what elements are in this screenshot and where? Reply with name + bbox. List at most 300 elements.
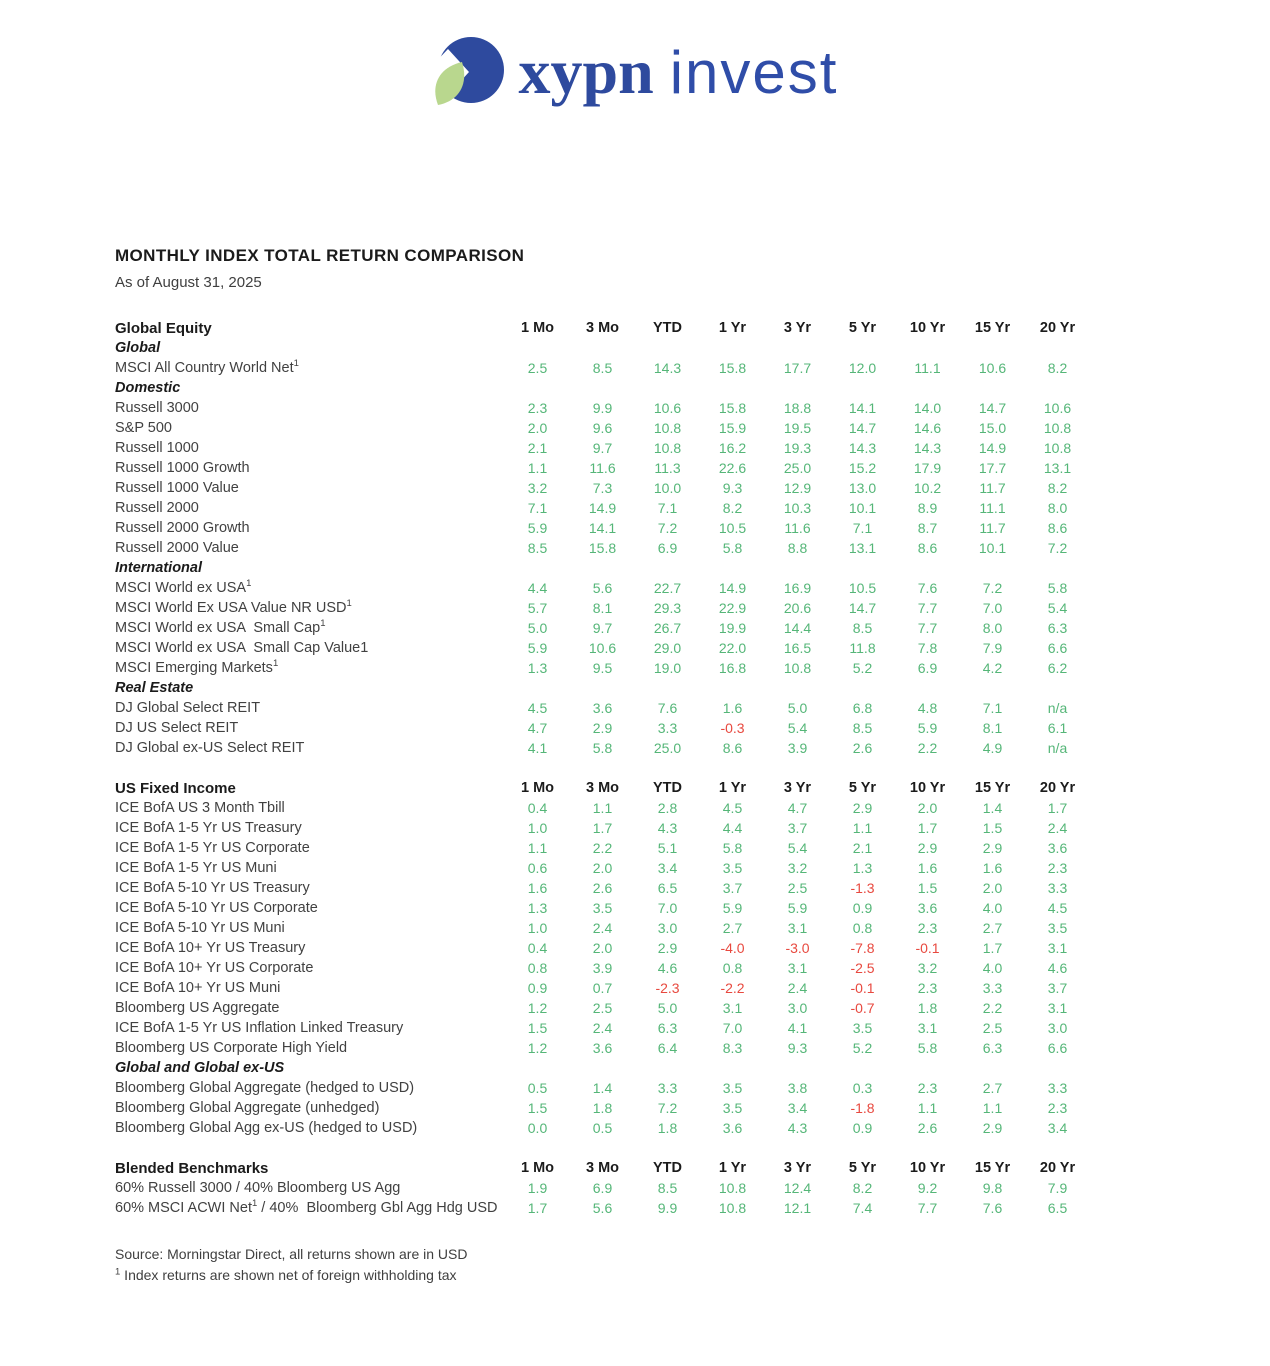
value-cell: 2.3	[1047, 860, 1068, 876]
value-cell: 14.9	[718, 580, 747, 596]
report-page	[115, 246, 1095, 1286]
value-cell: 0.9	[852, 1120, 873, 1136]
value-cell: 29.0	[653, 640, 682, 656]
value-cell: 4.9	[982, 740, 1003, 756]
value-cell: 14.9	[978, 440, 1007, 456]
row-label: MSCI World ex USA Small Cap$^1$	[115, 618, 326, 636]
value-cell: 5.0	[527, 620, 548, 636]
value-cell: 8.5	[657, 1180, 678, 1196]
table-row	[115, 1098, 1095, 1118]
value-cell: 2.7	[982, 920, 1003, 936]
row-label: Russell 2000 Value	[115, 540, 239, 556]
value-cell: 3.0	[1047, 1020, 1068, 1036]
value-cell: 9.9	[657, 1200, 678, 1216]
value-cell: 5.9	[527, 520, 548, 536]
value-cell: 1.1	[527, 840, 548, 856]
value-cell: 14.3	[848, 440, 877, 456]
value-cell: 7.4	[852, 1200, 873, 1216]
value-cell: 14.7	[848, 420, 877, 436]
row-label: ICE BofA 10+ Yr US Corporate	[115, 960, 314, 976]
column-header: YTD	[653, 320, 682, 336]
value-cell: -1.8	[850, 1100, 875, 1116]
value-cell: 1.2	[527, 1000, 548, 1016]
row-label: Bloomberg US Aggregate	[115, 1000, 280, 1016]
value-cell: 1.0	[527, 920, 548, 936]
value-cell: 5.4	[1047, 600, 1068, 616]
value-cell: 15.0	[978, 420, 1007, 436]
group-row	[115, 1058, 1095, 1078]
value-cell: 9.6	[592, 420, 613, 436]
value-cell: 4.2	[982, 660, 1003, 676]
column-header: 15 Yr	[974, 780, 1011, 796]
value-cell: 3.1	[917, 1020, 938, 1036]
value-cell: 2.1	[527, 440, 548, 456]
value-cell: 1.8	[917, 1000, 938, 1016]
value-cell: 5.8	[722, 840, 743, 856]
value-cell: 8.9	[917, 500, 938, 516]
value-cell: 5.1	[657, 840, 678, 856]
value-cell: 9.2	[917, 1180, 938, 1196]
value-cell: 1.5	[982, 820, 1003, 836]
table-row	[115, 878, 1095, 898]
value-cell: 2.8	[657, 800, 678, 816]
value-cell: 11.1	[979, 500, 1006, 516]
value-cell: 0.0	[527, 1120, 548, 1136]
column-header: 10 Yr	[909, 320, 946, 336]
value-cell: 5.9	[527, 640, 548, 656]
value-cell: 2.3	[917, 980, 938, 996]
value-cell: 16.9	[783, 580, 812, 596]
row-label: ICE BofA 5-10 Yr US Treasury	[115, 880, 310, 896]
value-cell: 3.5	[722, 1080, 743, 1096]
value-cell: 6.4	[657, 1040, 678, 1056]
value-cell: -0.1	[850, 980, 875, 996]
value-cell: 7.2	[982, 580, 1003, 596]
value-cell: 4.1	[787, 1020, 808, 1036]
value-cell: 14.4	[783, 620, 812, 636]
table-section	[115, 1158, 1095, 1218]
table-section	[115, 778, 1095, 1138]
table-section	[115, 318, 1095, 758]
value-cell: 10.0	[653, 480, 682, 496]
row-label-superscript: 1	[251, 1198, 258, 1210]
value-cell: -3.0	[785, 940, 810, 956]
section-header-row	[115, 778, 1095, 798]
value-cell: 5.8	[917, 1040, 938, 1056]
value-cell: 10.8	[653, 440, 682, 456]
value-cell: 7.2	[1047, 540, 1068, 556]
value-cell: 0.5	[527, 1080, 548, 1096]
row-label: ICE BofA 1-5 Yr US Inflation Linked Treasury	[115, 1020, 404, 1036]
table-row	[115, 538, 1095, 558]
value-cell: 4.7	[527, 720, 548, 736]
section-title: US Fixed Income	[115, 779, 236, 797]
xypn-leaf-circle-icon	[432, 35, 506, 109]
value-cell: 3.6	[592, 700, 613, 716]
value-cell: 5.9	[787, 900, 808, 916]
table-row	[115, 858, 1095, 878]
value-cell: 6.1	[1047, 720, 1068, 736]
column-header: 5 Yr	[848, 320, 877, 336]
value-cell: 2.3	[527, 400, 548, 416]
value-cell: 5.9	[722, 900, 743, 916]
source-note: Source: Morningstar Direct, all returns shown are in USD	[115, 1246, 468, 1262]
value-cell: 3.2	[527, 480, 548, 496]
value-cell: 2.9	[982, 840, 1003, 856]
value-cell: 14.1	[588, 520, 617, 536]
value-cell: 2.6	[917, 1120, 938, 1136]
value-cell: 3.5	[722, 860, 743, 876]
value-cell: 5.9	[917, 720, 938, 736]
value-cell: 2.5	[982, 1020, 1003, 1036]
value-cell: 10.3	[783, 500, 812, 516]
value-cell: 7.8	[917, 640, 938, 656]
value-cell: 14.7	[848, 600, 877, 616]
value-cell: 7.2	[657, 520, 678, 536]
value-cell: 18.8	[783, 400, 812, 416]
value-cell: 1.7	[527, 1200, 548, 1216]
row-label-superscript: 1	[246, 578, 252, 590]
value-cell: 4.0	[982, 960, 1003, 976]
value-cell: 10.5	[718, 520, 747, 536]
value-cell: 9.9	[592, 400, 613, 416]
value-cell: 4.6	[1047, 960, 1068, 976]
value-cell: 11.8	[849, 640, 876, 656]
table-row	[115, 638, 1095, 658]
value-cell: 10.5	[848, 580, 877, 596]
value-cell: 3.0	[787, 1000, 808, 1016]
value-cell: 3.7	[787, 820, 808, 836]
value-cell: 22.7	[653, 580, 682, 596]
value-cell: 8.0	[982, 620, 1003, 636]
column-header: 15 Yr	[974, 1160, 1011, 1176]
value-cell: 5.8	[1047, 580, 1068, 596]
table-row	[115, 898, 1095, 918]
row-label: MSCI All Country World Net$^1$	[115, 358, 299, 376]
value-cell: 8.5	[852, 620, 873, 636]
value-cell: 2.5	[592, 1000, 613, 1016]
value-cell: 5.6	[592, 580, 613, 596]
section-header-row	[115, 1158, 1095, 1178]
value-cell: 3.1	[787, 960, 808, 976]
row-label-superscript: 1	[293, 358, 299, 370]
value-cell: 1.4	[982, 800, 1003, 816]
value-cell: 3.5	[852, 1020, 873, 1036]
group-row	[115, 338, 1095, 358]
value-cell: 0.3	[852, 1080, 873, 1096]
table-row	[115, 738, 1095, 758]
value-cell: 4.6	[657, 960, 678, 976]
value-cell: 3.3	[982, 980, 1003, 996]
row-label: ICE BofA 1-5 Yr US Treasury	[115, 820, 302, 836]
returns-table	[115, 318, 1095, 1218]
column-header: 3 Yr	[783, 1160, 812, 1176]
row-label: ICE BofA 5-10 Yr US Muni	[115, 920, 285, 936]
value-cell: 11.7	[979, 520, 1006, 536]
row-label: DJ Global Select REIT	[115, 700, 261, 716]
value-cell: 22.0	[718, 640, 747, 656]
value-cell: 1.3	[527, 900, 548, 916]
row-label: Russell 2000 Growth	[115, 520, 250, 536]
table-row	[115, 938, 1095, 958]
value-cell: 3.5	[1047, 920, 1068, 936]
value-cell: 3.1	[787, 920, 808, 936]
value-cell: 13.1	[848, 540, 877, 556]
value-cell: 7.6	[982, 1200, 1003, 1216]
row-label: ICE BofA 10+ Yr US Muni	[115, 980, 281, 996]
value-cell: 11.6	[589, 460, 616, 476]
value-cell: 10.6	[978, 360, 1007, 376]
value-cell: 3.3	[1047, 1080, 1068, 1096]
value-cell: 0.8	[852, 920, 873, 936]
value-cell: 15.8	[588, 540, 617, 556]
value-cell: 17.7	[783, 360, 812, 376]
value-cell: 10.8	[1043, 420, 1072, 436]
value-cell: 8.5	[852, 720, 873, 736]
value-cell: 6.2	[1047, 660, 1068, 676]
value-cell: 26.7	[653, 620, 682, 636]
value-cell: 0.6	[527, 860, 548, 876]
value-cell: 1.5	[527, 1100, 548, 1116]
value-cell: 3.7	[1047, 980, 1068, 996]
table-row	[115, 658, 1095, 678]
column-header: 15 Yr	[974, 320, 1011, 336]
value-cell: 25.0	[783, 460, 812, 476]
value-cell: 7.0	[722, 1020, 743, 1036]
table-row	[115, 418, 1095, 438]
value-cell: 4.3	[657, 820, 678, 836]
column-header: 3 Yr	[783, 780, 812, 796]
value-cell: 8.1	[592, 600, 613, 616]
value-cell: 1.2	[527, 1040, 548, 1056]
value-cell: 1.1	[592, 800, 613, 816]
value-cell: 1.7	[982, 940, 1003, 956]
value-cell: 1.6	[527, 880, 548, 896]
value-cell: 3.2	[917, 960, 938, 976]
value-cell: 2.0	[592, 860, 613, 876]
value-cell: 1.3	[852, 860, 873, 876]
value-cell: 22.9	[718, 600, 747, 616]
value-cell: -0.7	[850, 1000, 875, 1016]
value-cell: 3.4	[787, 1100, 808, 1116]
value-cell: 6.3	[1047, 620, 1068, 636]
value-cell: 2.7	[722, 920, 743, 936]
value-cell: 2.9	[657, 940, 678, 956]
value-cell: 14.3	[913, 440, 942, 456]
value-cell: 2.3	[1047, 1100, 1068, 1116]
value-cell: 9.8	[982, 1180, 1003, 1196]
value-cell: 8.0	[1047, 500, 1068, 516]
value-cell: 4.8	[917, 700, 938, 716]
table-row	[115, 578, 1095, 598]
value-cell: 10.8	[653, 420, 682, 436]
value-cell: 3.5	[722, 1100, 743, 1116]
value-cell: 7.6	[917, 580, 938, 596]
value-cell: 20.6	[783, 600, 812, 616]
value-cell: 16.8	[718, 660, 747, 676]
value-cell: 8.2	[852, 1180, 873, 1196]
value-cell: 17.7	[978, 460, 1007, 476]
value-cell: 12.1	[783, 1200, 812, 1216]
table-row	[115, 478, 1095, 498]
table-row	[115, 518, 1095, 538]
row-label: ICE BofA 10+ Yr US Treasury	[115, 940, 306, 956]
value-cell: -4.0	[720, 940, 745, 956]
value-cell: 4.5	[527, 700, 548, 716]
column-header: 5 Yr	[848, 1160, 877, 1176]
value-cell: 11.6	[784, 520, 811, 536]
value-cell: 3.1	[1047, 1000, 1068, 1016]
value-cell: 2.9	[982, 1120, 1003, 1136]
value-cell: 14.0	[913, 400, 942, 416]
value-cell: 6.8	[852, 700, 873, 716]
table-row	[115, 398, 1095, 418]
value-cell: 4.5	[722, 800, 743, 816]
column-header: 3 Yr	[783, 320, 812, 336]
value-cell: 6.5	[1047, 1200, 1068, 1216]
value-cell: 2.0	[982, 880, 1003, 896]
table-row	[115, 978, 1095, 998]
value-cell: 1.7	[917, 820, 938, 836]
value-cell: 2.3	[917, 920, 938, 936]
value-cell: 7.1	[982, 700, 1003, 716]
table-row	[115, 358, 1095, 378]
footnote-superscript: 1	[115, 1266, 121, 1278]
value-cell: 12.4	[783, 1180, 812, 1196]
value-cell: 14.7	[978, 400, 1007, 416]
value-cell: 6.6	[1047, 640, 1068, 656]
column-header: 5 Yr	[848, 780, 877, 796]
group-label: International	[115, 560, 203, 576]
column-header: 1 Yr	[718, 1160, 747, 1176]
value-cell: 1.3	[527, 660, 548, 676]
value-cell: 29.3	[653, 600, 682, 616]
value-cell: -0.1	[915, 940, 940, 956]
value-cell: 2.9	[852, 800, 873, 816]
table-row	[115, 718, 1095, 738]
group-row	[115, 558, 1095, 578]
column-header: 3 Mo	[585, 1160, 620, 1176]
value-cell: 9.7	[592, 440, 613, 456]
row-label: ICE BofA 1-5 Yr US Muni	[115, 860, 277, 876]
value-cell: 8.2	[1047, 360, 1068, 376]
column-header: 1 Mo	[520, 780, 555, 796]
value-cell: 3.0	[657, 920, 678, 936]
logo-wordmark	[519, 35, 839, 109]
row-label: MSCI World ex USA Small Cap Value1	[115, 640, 369, 656]
value-cell: 6.3	[982, 1040, 1003, 1056]
value-cell: 1.9	[527, 1180, 548, 1196]
value-cell: 7.7	[917, 1200, 938, 1216]
column-header: 3 Mo	[585, 320, 620, 336]
value-cell: 9.5	[592, 660, 613, 676]
value-cell: 9.7	[592, 620, 613, 636]
value-cell: 0.7	[592, 980, 613, 996]
column-header: 1 Yr	[718, 780, 747, 796]
table-row	[115, 1078, 1095, 1098]
logo	[0, 0, 1270, 110]
value-cell: 3.5	[592, 900, 613, 916]
value-cell: 7.0	[657, 900, 678, 916]
value-cell: 10.8	[718, 1200, 747, 1216]
value-cell: 5.4	[787, 720, 808, 736]
value-cell: 2.4	[592, 1020, 613, 1036]
value-cell: 8.6	[917, 540, 938, 556]
value-cell: 15.8	[718, 400, 747, 416]
value-cell: 4.0	[982, 900, 1003, 916]
row-label-superscript: 1	[272, 658, 279, 670]
table-row	[115, 1198, 1095, 1218]
value-cell: 8.2	[1047, 480, 1068, 496]
value-cell: 6.5	[657, 880, 678, 896]
value-cell: n/a	[1047, 740, 1068, 756]
table-row	[115, 438, 1095, 458]
value-cell: 11.1	[914, 360, 941, 376]
table-row	[115, 618, 1095, 638]
value-cell: 12.0	[848, 360, 877, 376]
value-cell: 0.9	[852, 900, 873, 916]
value-cell: 3.8	[787, 1080, 808, 1096]
value-cell: 3.3	[1047, 880, 1068, 896]
value-cell: 1.6	[722, 700, 743, 716]
table-row	[115, 818, 1095, 838]
value-cell: 0.4	[527, 800, 548, 816]
value-cell: 3.3	[657, 720, 678, 736]
value-cell: 5.0	[787, 700, 808, 716]
value-cell: 15.2	[848, 460, 877, 476]
value-cell: 5.8	[592, 740, 613, 756]
value-cell: 1.5	[527, 1020, 548, 1036]
value-cell: 7.1	[527, 500, 548, 516]
value-cell: n/a	[1047, 700, 1068, 716]
value-cell: 10.6	[653, 400, 682, 416]
value-cell: 17.9	[913, 460, 942, 476]
section-title: Global Equity	[115, 319, 212, 337]
column-header: 20 Yr	[1039, 1160, 1076, 1176]
group-label: Domestic	[115, 380, 181, 396]
table-row	[115, 1018, 1095, 1038]
row-label: MSCI World Ex USA Value NR USD$^1$	[115, 598, 352, 616]
group-label: Real Estate	[115, 680, 194, 696]
row-label: Bloomberg US Corporate High Yield	[115, 1040, 348, 1056]
logo-brand-bold: xypn	[518, 36, 654, 107]
row-label: S&P 500	[115, 420, 172, 436]
value-cell: 7.7	[917, 620, 938, 636]
column-header: YTD	[653, 1160, 682, 1176]
value-cell: 1.0	[527, 820, 548, 836]
column-header: 1 Mo	[520, 1160, 555, 1176]
value-cell: 5.0	[657, 1000, 678, 1016]
value-cell: -2.2	[720, 980, 745, 996]
row-label: Russell 1000 Value	[115, 480, 239, 496]
value-cell: 8.5	[592, 360, 613, 376]
value-cell: 6.3	[657, 1020, 678, 1036]
table-row	[115, 838, 1095, 858]
value-cell: 19.3	[783, 440, 812, 456]
row-label: DJ US Select REIT	[115, 720, 239, 736]
value-cell: 7.1	[852, 520, 873, 536]
value-cell: 7.2	[657, 1100, 678, 1116]
row-label: Bloomberg Global Aggregate (unhedged)	[115, 1100, 380, 1116]
value-cell: 0.9	[527, 980, 548, 996]
value-cell: 6.6	[1047, 1040, 1068, 1056]
column-header: 1 Mo	[520, 320, 555, 336]
value-cell: 13.0	[848, 480, 877, 496]
value-cell: -0.3	[720, 720, 745, 736]
value-cell: 7.0	[982, 600, 1003, 616]
row-label: MSCI World ex USA$^1$	[115, 578, 252, 596]
value-cell: 8.8	[787, 540, 808, 556]
